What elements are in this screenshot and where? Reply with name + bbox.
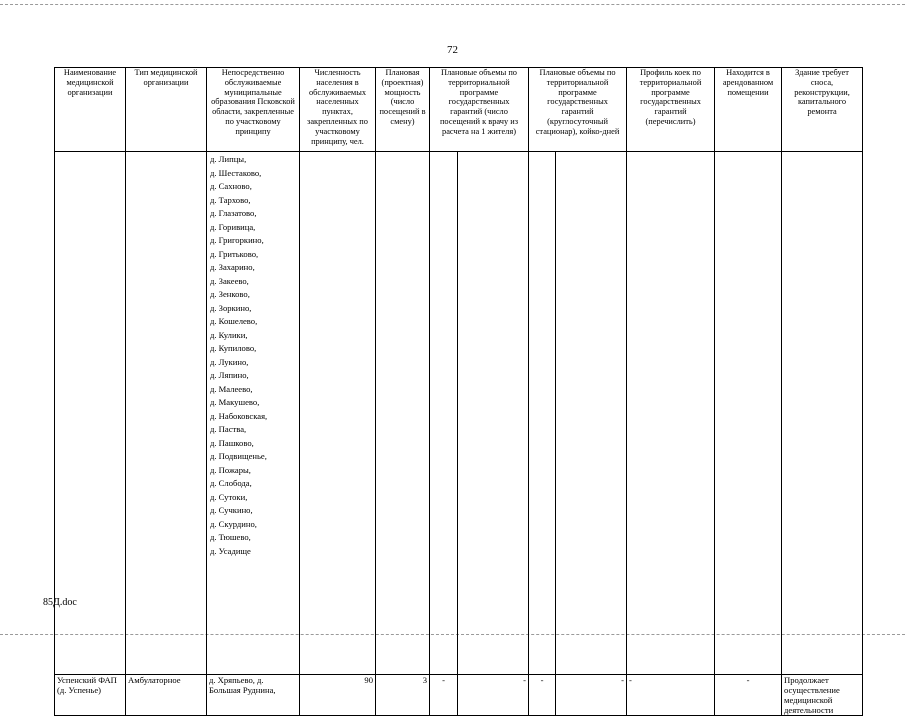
village-item: д. Григоркино,: [210, 235, 264, 245]
header-cell: Находится в арендованном помещении: [715, 68, 782, 152]
dash-cell: -: [458, 675, 529, 716]
village-item: д. Тюшево,: [210, 532, 251, 542]
page-number: 72: [447, 44, 458, 56]
village-item: д. Малеево,: [210, 383, 253, 394]
village-item: д. Кулики,: [210, 329, 248, 340]
header-cell: Здание требует сноса, реконструкции, капитального ремонта: [782, 68, 863, 152]
cell-empty: [627, 152, 715, 675]
capacity-cell: 3: [376, 675, 430, 716]
village-item: д. Купилово,: [210, 343, 257, 353]
village-list-cell: д. Хряпьево, д. Большая Руднина,: [207, 675, 300, 716]
scan-top-edge: [0, 4, 905, 5]
village-item: д. Кошелево,: [210, 316, 258, 326]
header-cell: Наименование медицинской организации: [55, 68, 126, 152]
village-item: д. Сучкино,: [210, 505, 253, 515]
cell-empty: [126, 152, 207, 675]
village-item: д. Сахново,: [210, 181, 252, 191]
org-type-cell: Амбулаторное: [126, 675, 207, 716]
header-row: [55, 68, 863, 152]
village-item: д. Лукино,: [210, 356, 249, 367]
cell-empty: [556, 152, 627, 675]
cell-empty: [529, 152, 556, 675]
org-name-cell: Успенский ФАП (д. Успенье): [55, 675, 126, 716]
village-item: д. Ляпино,: [210, 370, 249, 380]
medical-organizations-table: [54, 67, 863, 716]
village-item: д. Захарино,: [210, 262, 255, 272]
header-cell: Профиль коек по территориальной программе государственных гарантий (перечислить): [627, 68, 715, 152]
cell-empty: [300, 152, 376, 675]
table-row: [55, 675, 863, 716]
village-item: д. Скурдино,: [210, 518, 257, 529]
village-list-cell: [207, 152, 300, 675]
cell-empty: [376, 152, 430, 675]
village-item: д. Пашково,: [210, 437, 254, 448]
header-cell: Тип медицинской организации: [126, 68, 207, 152]
village-item: д. Закеево,: [210, 275, 249, 286]
building-status-cell: Продолжает осуществление медицинской деятельности: [782, 675, 863, 716]
cell-empty: [458, 152, 529, 675]
header-cell: Плановая (проектная) мощность (число посещений в смену): [376, 68, 430, 152]
dash-cell: -: [715, 675, 782, 716]
village-item: д. Слобода,: [210, 478, 252, 488]
table-row: [55, 152, 863, 675]
village-item: д. Шестаково,: [210, 167, 262, 178]
dash-cell: -: [556, 675, 627, 716]
village-item: д. Зоркино,: [210, 302, 252, 313]
village-item: д. Паства,: [210, 424, 247, 434]
header-cell: Непосредственно обслуживаемые муниципальные образования Псковской области, закрепленные по участковому принципу: [207, 68, 300, 152]
village-item: д. Зенково,: [210, 289, 250, 299]
dash-cell: -: [430, 675, 458, 716]
village-item: д. Набоковская,: [210, 410, 268, 421]
header-cell: Плановые объемы по территориальной программе государственных гарантий (число посещений к врачу из расчета на 1 жителя): [430, 68, 529, 152]
village-item: д. Липцы,: [210, 154, 247, 164]
village-item: д. Подвищенье,: [210, 451, 267, 461]
header-cell: Численность населения в обслуживаемых населенных пунктах, закрепленных по участковому принципу, чел.: [300, 68, 376, 152]
village-item: д. Сутоки,: [210, 491, 248, 502]
population-cell: 90: [300, 675, 376, 716]
file-name-footer: 85Д.doc: [43, 597, 77, 608]
village-item: д. Гритьково,: [210, 248, 259, 259]
dash-cell: -: [627, 675, 715, 716]
cell-empty: [715, 152, 782, 675]
village-item: д. Пожары,: [210, 464, 251, 475]
cell-empty: [430, 152, 458, 675]
village-item: д. Глазатово,: [210, 208, 257, 218]
village-item: д. Горивица,: [210, 221, 256, 232]
village-item: д. Усадище: [210, 545, 251, 556]
cell-empty: [782, 152, 863, 675]
village-item: д. Макушево,: [210, 397, 260, 407]
dash-cell: -: [529, 675, 556, 716]
header-cell: Плановые объемы по территориальной программе государственных гарантий (круглосуточный стационар), койко-дней: [529, 68, 627, 152]
village-item: д. Тархово,: [210, 194, 251, 205]
